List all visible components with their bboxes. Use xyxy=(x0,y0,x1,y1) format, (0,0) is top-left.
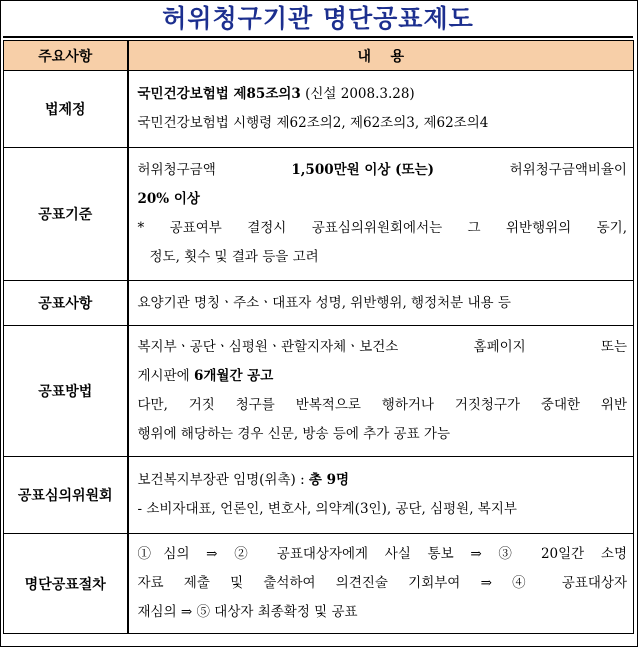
procedure-line-1: ①심의 ⇒ ② 공표대상자에게 사실 통보 ⇒ ③ 20일간 소명 xyxy=(137,546,627,562)
row-content-committee xyxy=(128,457,634,534)
table-row-committee xyxy=(4,457,634,534)
criteria-ratio-threshold: 20% 이상 xyxy=(137,191,200,207)
row-content-procedure xyxy=(128,534,634,634)
method-period: 6개월간 공고 xyxy=(193,368,274,384)
row-label-items: 공표사항 xyxy=(4,281,128,326)
law-name-bold: 국민건강보험법 제85조의3 xyxy=(137,86,301,102)
law-line-1 xyxy=(138,80,628,109)
criteria-amount-label: 허위청구금액 xyxy=(137,162,216,178)
info-table xyxy=(3,40,634,634)
method-line-3: 다만, 거짓 청구를 반복적으로 행하거나 거짓청구가 중대한 위반 xyxy=(137,397,627,413)
method-board: 게시판에 xyxy=(137,368,194,384)
committee-line-1 xyxy=(138,466,628,495)
title-divider xyxy=(3,36,633,38)
table-row-items xyxy=(4,281,634,326)
criteria-note-2: 정도, 횟수 및 결과 등을 고려 xyxy=(149,249,319,265)
law-date: (신설 2008.3.28) xyxy=(300,86,415,102)
criteria-line-2 xyxy=(138,185,628,214)
table-header-row xyxy=(4,41,634,71)
row-content-method xyxy=(128,326,634,457)
row-label-law: 법제정 xyxy=(4,71,128,148)
row-label-procedure: 명단공표절차 xyxy=(4,534,128,634)
row-content-items xyxy=(128,281,634,326)
row-content-law xyxy=(128,71,634,148)
committee-size: 총 9명 xyxy=(308,472,350,488)
method-line-1: 복지부ㆍ공단ㆍ심평원ㆍ관할지자체ㆍ보건소 홈페이지 또는 xyxy=(137,339,627,355)
method-line-2 xyxy=(138,362,628,391)
table-row-law xyxy=(4,71,634,148)
method-line-4: 행위에 해당하는 경우 신문, 방송 등에 추가 공표 가능 xyxy=(137,426,450,442)
criteria-line-1 xyxy=(138,156,628,185)
table-row-procedure xyxy=(4,534,634,634)
criteria-ratio-label: 허위청구금액비율이 xyxy=(509,162,627,178)
page-title: 허위청구기관 명단공표제도 xyxy=(162,4,474,33)
law-line-2: 국민건강보험법 시행령 제62조의2, 제62조의3, 제62조의4 xyxy=(137,115,489,131)
row-label-criteria: 공표기준 xyxy=(4,148,128,281)
header-content: 내 용 xyxy=(128,41,634,71)
row-label-committee: 공표심의위원회 xyxy=(4,457,128,534)
committee-line-2: - 소비자대표, 언론인, 변호사, 의약계(3인), 공단, 심평원, 복지부 xyxy=(137,501,517,517)
criteria-note-1: * 공표여부 결정시 공표심의위원회에서는 그 위반행위의 동기, xyxy=(137,220,627,236)
criteria-amount-threshold: 1,500만원 이상 (또는) xyxy=(291,162,435,178)
items-line-1: 요양기관 명칭ㆍ주소ㆍ대표자 성명, 위반행위, 행정처분 내용 등 xyxy=(137,294,511,311)
header-topic: 주요사항 xyxy=(4,41,128,71)
table-row-criteria xyxy=(4,148,634,281)
procedure-line-2: 자료 제출 및 출석하여 의견진술 기회부여 ⇒ ④ 공표대상자 xyxy=(137,575,627,591)
row-content-criteria xyxy=(128,148,634,281)
row-label-method: 공표방법 xyxy=(4,326,128,457)
procedure-line-3: 재심의 ⇒ ⑤ 대상자 최종확정 및 공표 xyxy=(137,604,358,620)
committee-appointment: 보건복지부장관 임명(위촉) : xyxy=(137,472,309,488)
table-row-method xyxy=(4,326,634,457)
